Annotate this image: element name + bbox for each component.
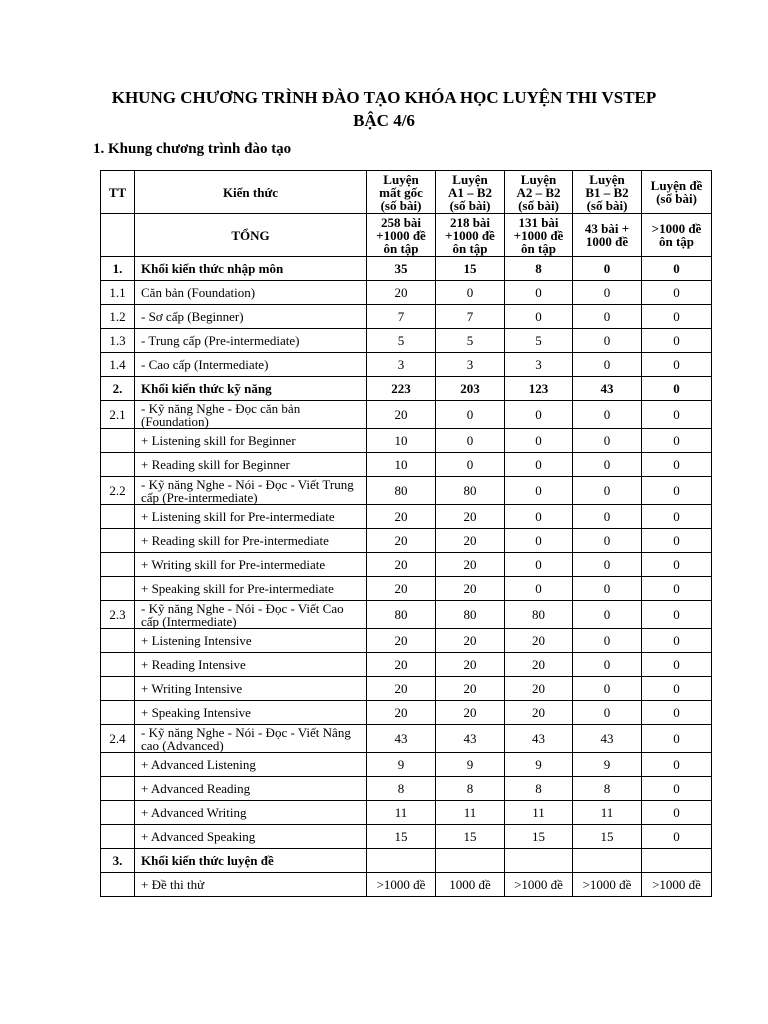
count-cell: 0 <box>642 305 712 329</box>
count-cell: 0 <box>573 629 642 653</box>
knowledge-cell: - Kỹ năng Nghe - Nói - Đọc - Viết Cao cấp (Intermediate) <box>135 601 367 629</box>
table-row <box>101 553 712 577</box>
count-cell: 80 <box>505 601 573 629</box>
table-row <box>101 453 712 477</box>
row-number-cell <box>101 701 135 725</box>
row-number-cell: 3. <box>101 849 135 873</box>
row-number-cell <box>101 577 135 601</box>
row-number-cell <box>101 429 135 453</box>
table-row <box>101 873 712 897</box>
table-row <box>101 429 712 453</box>
count-cell: 0 <box>642 601 712 629</box>
count-cell: >1000 đề <box>642 873 712 897</box>
knowledge-cell: + Listening skill for Beginner <box>135 429 367 453</box>
count-cell: 0 <box>642 453 712 477</box>
row-number-cell: 1.4 <box>101 353 135 377</box>
count-cell: 20 <box>367 281 436 305</box>
count-cell: 0 <box>573 529 642 553</box>
count-cell: 0 <box>573 653 642 677</box>
count-cell: 8 <box>367 777 436 801</box>
table-row <box>101 401 712 429</box>
table-row <box>101 281 712 305</box>
count-cell: 0 <box>505 553 573 577</box>
count-cell: 20 <box>436 529 505 553</box>
knowledge-cell: + Đề thi thử <box>135 873 367 897</box>
count-cell: 0 <box>436 401 505 429</box>
row-number-cell <box>101 777 135 801</box>
count-cell: 11 <box>505 801 573 825</box>
count-cell: 9 <box>436 753 505 777</box>
document-title <box>60 86 708 132</box>
count-cell: 20 <box>436 677 505 701</box>
column-header: Luyện A2 – B2 (số bài) <box>505 171 573 214</box>
row-number-cell <box>101 677 135 701</box>
count-cell: 80 <box>367 477 436 505</box>
knowledge-cell: - Cao cấp (Intermediate) <box>135 353 367 377</box>
knowledge-cell: + Reading Intensive <box>135 653 367 677</box>
count-cell: 0 <box>436 429 505 453</box>
count-cell: 20 <box>367 653 436 677</box>
table-row <box>101 257 712 281</box>
count-cell: 43 <box>436 725 505 753</box>
knowledge-cell: - Trung cấp (Pre-intermediate) <box>135 329 367 353</box>
count-cell: 11 <box>367 801 436 825</box>
table-row <box>101 329 712 353</box>
count-cell: 3 <box>505 353 573 377</box>
row-number-cell: 2.2 <box>101 477 135 505</box>
count-cell: 8 <box>436 777 505 801</box>
column-header: Kiến thức <box>135 171 367 214</box>
count-cell: 43 <box>573 377 642 401</box>
table-row <box>101 701 712 725</box>
count-cell: 0 <box>642 629 712 653</box>
row-number-cell <box>101 214 135 257</box>
title-line-2: BẬC 4/6 <box>353 111 415 130</box>
count-cell: 9 <box>367 753 436 777</box>
count-cell: 43 <box>573 725 642 753</box>
column-header: TT <box>101 171 135 214</box>
count-cell: 80 <box>436 477 505 505</box>
count-cell: 0 <box>642 653 712 677</box>
count-cell: 0 <box>573 281 642 305</box>
table-row <box>101 653 712 677</box>
count-cell: 15 <box>436 825 505 849</box>
count-cell: 0 <box>642 577 712 601</box>
count-cell: 0 <box>642 753 712 777</box>
count-cell <box>367 849 436 873</box>
row-number-cell <box>101 873 135 897</box>
knowledge-cell: Căn bản (Foundation) <box>135 281 367 305</box>
knowledge-cell: - Kỹ năng Nghe - Nói - Đọc - Viết Trung cấp (Pre-intermediate) <box>135 477 367 505</box>
count-cell: 20 <box>436 653 505 677</box>
count-cell: 43 <box>367 725 436 753</box>
count-cell: 20 <box>367 529 436 553</box>
knowledge-cell: + Advanced Reading <box>135 777 367 801</box>
table-row <box>101 577 712 601</box>
count-cell: 80 <box>436 601 505 629</box>
row-number-cell: 1. <box>101 257 135 281</box>
table-row <box>101 353 712 377</box>
count-cell: 20 <box>367 577 436 601</box>
count-cell: 11 <box>573 801 642 825</box>
table-row <box>101 725 712 753</box>
knowledge-cell: - Kỹ năng Nghe - Nói - Đọc - Viết Nâng cao (Advanced) <box>135 725 367 753</box>
knowledge-cell: + Writing skill for Pre-intermediate <box>135 553 367 577</box>
count-cell: 5 <box>367 329 436 353</box>
count-cell: 0 <box>573 401 642 429</box>
count-cell: 0 <box>642 701 712 725</box>
count-cell: 20 <box>436 629 505 653</box>
knowledge-cell: TỔNG <box>135 214 367 257</box>
count-cell <box>573 849 642 873</box>
count-cell: 0 <box>505 401 573 429</box>
knowledge-cell: + Advanced Writing <box>135 801 367 825</box>
count-cell: 131 bài +1000 đề ôn tập <box>505 214 573 257</box>
knowledge-cell: Khối kiến thức kỹ năng <box>135 377 367 401</box>
count-cell: 9 <box>505 753 573 777</box>
count-cell: 0 <box>505 505 573 529</box>
count-cell: 43 <box>505 725 573 753</box>
column-header: Luyện B1 – B2 (số bài) <box>573 171 642 214</box>
count-cell: 258 bài +1000 đề ôn tập <box>367 214 436 257</box>
count-cell: >1000 đề <box>505 873 573 897</box>
count-cell: 0 <box>573 477 642 505</box>
count-cell: 0 <box>642 281 712 305</box>
count-cell: 0 <box>642 329 712 353</box>
table-header-row <box>101 171 712 214</box>
row-number-cell <box>101 505 135 529</box>
count-cell: 20 <box>367 553 436 577</box>
row-number-cell <box>101 553 135 577</box>
count-cell <box>505 849 573 873</box>
row-number-cell <box>101 753 135 777</box>
count-cell: >1000 đề <box>573 873 642 897</box>
row-number-cell <box>101 653 135 677</box>
count-cell: 0 <box>505 305 573 329</box>
count-cell: 0 <box>505 429 573 453</box>
count-cell: 0 <box>505 577 573 601</box>
knowledge-cell: + Listening skill for Pre-intermediate <box>135 505 367 529</box>
table-row <box>101 601 712 629</box>
row-number-cell <box>101 529 135 553</box>
knowledge-cell: + Advanced Listening <box>135 753 367 777</box>
count-cell: 218 bài +1000 đề ôn tập <box>436 214 505 257</box>
count-cell: 20 <box>367 629 436 653</box>
column-header: Luyện mất gốc (số bài) <box>367 171 436 214</box>
count-cell: 0 <box>642 801 712 825</box>
row-number-cell: 1.2 <box>101 305 135 329</box>
count-cell: 7 <box>436 305 505 329</box>
count-cell: 5 <box>505 329 573 353</box>
count-cell: 20 <box>367 505 436 529</box>
count-cell: 3 <box>367 353 436 377</box>
table-row <box>101 505 712 529</box>
count-cell: 0 <box>642 505 712 529</box>
count-cell: 0 <box>642 257 712 281</box>
count-cell: 0 <box>573 577 642 601</box>
table-row <box>101 214 712 257</box>
table-row <box>101 529 712 553</box>
count-cell: 0 <box>505 529 573 553</box>
count-cell: 20 <box>367 677 436 701</box>
count-cell: 0 <box>505 453 573 477</box>
count-cell <box>642 849 712 873</box>
count-cell: 0 <box>642 429 712 453</box>
count-cell: 20 <box>436 577 505 601</box>
count-cell: 0 <box>573 305 642 329</box>
count-cell: >1000 đề ôn tập <box>642 214 712 257</box>
count-cell: 8 <box>505 257 573 281</box>
column-header: Luyện đề (số bài) <box>642 171 712 214</box>
count-cell: 35 <box>367 257 436 281</box>
row-number-cell: 2.1 <box>101 401 135 429</box>
count-cell: 0 <box>573 701 642 725</box>
count-cell: 0 <box>573 601 642 629</box>
count-cell: 203 <box>436 377 505 401</box>
knowledge-cell: + Writing Intensive <box>135 677 367 701</box>
count-cell: 20 <box>436 505 505 529</box>
count-cell: 11 <box>436 801 505 825</box>
count-cell: 20 <box>505 677 573 701</box>
table-row <box>101 677 712 701</box>
knowledge-cell: - Kỹ năng Nghe - Đọc căn bản (Foundation) <box>135 401 367 429</box>
count-cell: 0 <box>642 477 712 505</box>
count-cell: 0 <box>642 553 712 577</box>
count-cell: 0 <box>436 281 505 305</box>
count-cell: 0 <box>642 529 712 553</box>
count-cell: 0 <box>642 777 712 801</box>
count-cell: 0 <box>573 329 642 353</box>
knowledge-cell: + Reading skill for Beginner <box>135 453 367 477</box>
count-cell: 1000 đề <box>436 873 505 897</box>
table-row <box>101 753 712 777</box>
count-cell: 0 <box>505 281 573 305</box>
count-cell: 0 <box>573 505 642 529</box>
count-cell: 20 <box>505 701 573 725</box>
row-number-cell: 2. <box>101 377 135 401</box>
table-row <box>101 825 712 849</box>
count-cell: 0 <box>573 353 642 377</box>
title-line-1: KHUNG CHƯƠNG TRÌNH ĐÀO TẠO KHÓA HỌC LUYỆN THI VSTEP <box>111 88 657 107</box>
count-cell: 0 <box>505 477 573 505</box>
knowledge-cell: + Speaking Intensive <box>135 701 367 725</box>
count-cell: 8 <box>573 777 642 801</box>
table-row <box>101 777 712 801</box>
training-program-table <box>100 170 712 897</box>
row-number-cell: 1.1 <box>101 281 135 305</box>
count-cell: 9 <box>573 753 642 777</box>
count-cell: 0 <box>642 825 712 849</box>
table-row <box>101 801 712 825</box>
count-cell: 5 <box>436 329 505 353</box>
count-cell: 0 <box>573 453 642 477</box>
table-row <box>101 849 712 873</box>
count-cell: 0 <box>573 257 642 281</box>
count-cell: 20 <box>367 401 436 429</box>
count-cell: 0 <box>642 725 712 753</box>
count-cell: 3 <box>436 353 505 377</box>
table-row <box>101 305 712 329</box>
count-cell: 123 <box>505 377 573 401</box>
knowledge-cell: + Speaking skill for Pre-intermediate <box>135 577 367 601</box>
count-cell: 0 <box>642 353 712 377</box>
count-cell: 10 <box>367 429 436 453</box>
knowledge-cell: + Advanced Speaking <box>135 825 367 849</box>
count-cell: 0 <box>642 401 712 429</box>
row-number-cell <box>101 825 135 849</box>
column-header: Luyện A1 – B2 (số bài) <box>436 171 505 214</box>
knowledge-cell: + Listening Intensive <box>135 629 367 653</box>
count-cell: 20 <box>505 653 573 677</box>
knowledge-cell: Khối kiến thức luyện đề <box>135 849 367 873</box>
count-cell: 10 <box>367 453 436 477</box>
row-number-cell <box>101 453 135 477</box>
row-number-cell <box>101 801 135 825</box>
section-heading: 1. Khung chương trình đào tạo <box>93 141 292 157</box>
row-number-cell: 1.3 <box>101 329 135 353</box>
table-row <box>101 377 712 401</box>
count-cell: 20 <box>436 701 505 725</box>
count-cell <box>436 849 505 873</box>
count-cell: 15 <box>436 257 505 281</box>
count-cell: 0 <box>642 377 712 401</box>
table-row <box>101 629 712 653</box>
count-cell: 80 <box>367 601 436 629</box>
knowledge-cell: Khối kiến thức nhập môn <box>135 257 367 281</box>
count-cell: 223 <box>367 377 436 401</box>
count-cell: 0 <box>573 677 642 701</box>
count-cell: 0 <box>436 453 505 477</box>
row-number-cell: 2.3 <box>101 601 135 629</box>
count-cell: 0 <box>642 677 712 701</box>
count-cell: 8 <box>505 777 573 801</box>
count-cell: 0 <box>573 429 642 453</box>
row-number-cell <box>101 629 135 653</box>
count-cell: >1000 đề <box>367 873 436 897</box>
count-cell: 43 bài + 1000 đề <box>573 214 642 257</box>
count-cell: 15 <box>505 825 573 849</box>
count-cell: 20 <box>505 629 573 653</box>
count-cell: 7 <box>367 305 436 329</box>
knowledge-cell: - Sơ cấp (Beginner) <box>135 305 367 329</box>
count-cell: 20 <box>436 553 505 577</box>
count-cell: 15 <box>573 825 642 849</box>
row-number-cell: 2.4 <box>101 725 135 753</box>
table-row <box>101 477 712 505</box>
count-cell: 15 <box>367 825 436 849</box>
count-cell: 0 <box>573 553 642 577</box>
knowledge-cell: + Reading skill for Pre-intermediate <box>135 529 367 553</box>
count-cell: 20 <box>367 701 436 725</box>
